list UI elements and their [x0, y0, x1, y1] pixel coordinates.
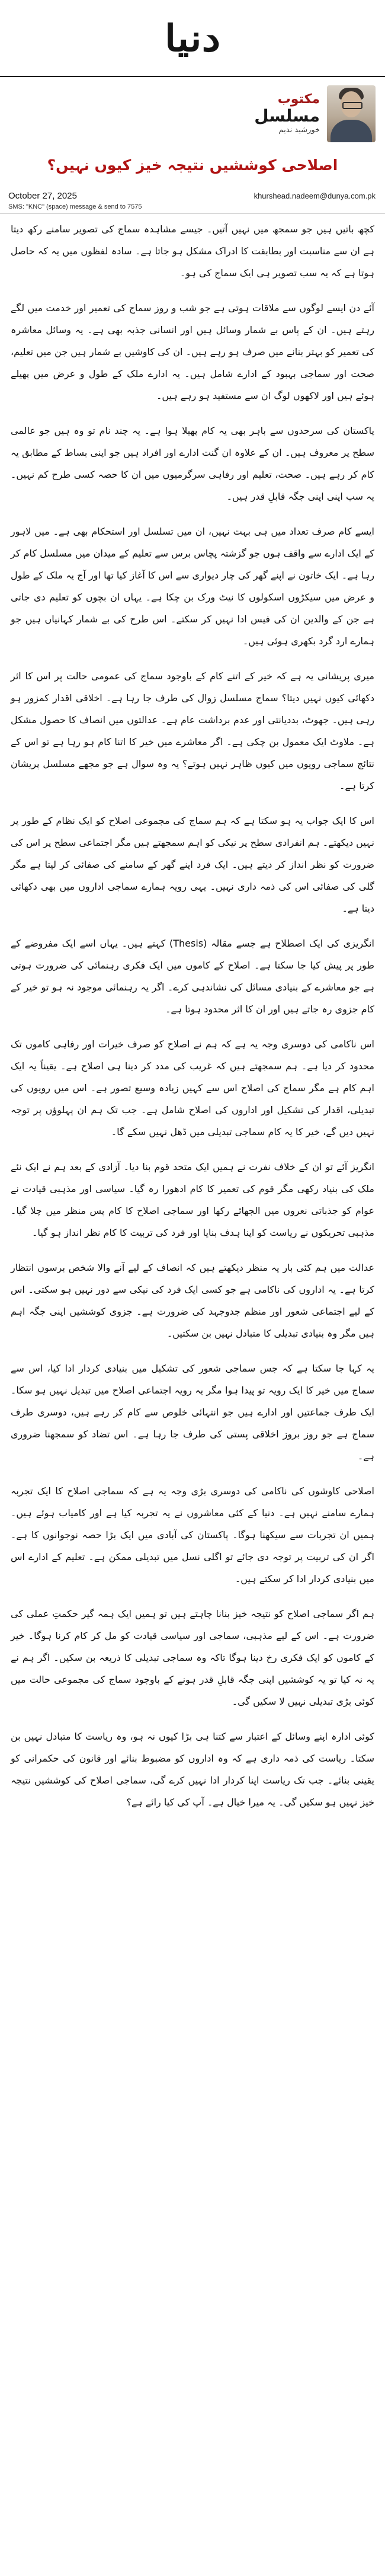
article-paragraph: عدالت میں ہم کئی بار یہ منظر دیکھتے ہیں کہ انصاف کے لیے آنے والا شخص برسوں انتظار کرتا ہے۔ یہ اداروں کی ناکامی ہے جو کسی ایک فرد کی نیکی سے دور نہیں ہو سکتی۔ اس کے لیے اجتماعی شعور اور منظم جدوجہد کی ضرورت ہے۔ جزوی کوششیں اپنی جگہ اہم ہیں مگر وہ بنیادی تبدیلی کا متبادل نہیں بن سکتیں۔	[11, 1262, 374, 1339]
article-paragraph: انگریز آئے تو ان کے خلاف نفرت نے ہمیں ایک متحد قوم بنا دیا۔ آزادی کے بعد ہم نے ایک نئے ملک کی بنیاد رکھی مگر قوم کی تعمیر کا کام ادھورا رہ گیا۔ سیاسی اور مذہبی قیادت نے عوام کو جذباتی نعروں میں الجھائے رکھا اور سماجی اصلاح کا کام پس منظر میں چلا گیا۔ مذہبی تحریکوں نے ریاست کو اپنا ہدف بنایا اور فرد کی تربیت کا کام نظر انداز ہو گیا۔	[11, 1161, 374, 1238]
publish-date: October 27, 2025	[8, 191, 77, 201]
article-paragraph: کوئی ادارہ اپنے وسائل کے اعتبار سے کتنا ہی بڑا کیوں نہ ہو، وہ ریاست کا متبادل نہیں بن سکتا۔ ریاست کی ذمہ داری ہے کہ وہ اداروں کو مضبوط بنائے اور قانون کی حکمرانی کو یقینی بنائے۔ جب تک ریاست اپنا کردار ادا نہیں کرے گی، سماجی اصلاح کی کوششیں نتیجہ خیز نہیں ہو سکیں گی۔ یہ میرا خیال ہے۔ آپ کی کیا رائے ہے؟	[11, 1731, 374, 1808]
column-brand	[254, 92, 320, 136]
column-header	[0, 77, 385, 214]
column-title: اصلاحی کوششیں نتیجہ خیز کیوں نہیں؟	[47, 156, 338, 174]
masthead	[0, 0, 385, 77]
article-paragraph: یہ کہا جا سکتا ہے کہ جس سماجی شعور کی تشکیل میں بنیادی کردار ادا کیا، اس سے سماج میں خیر کا ایک رویہ تو پیدا ہوا مگر یہ رویہ اجتماعی اصلاح میں تبدیل نہیں ہو سکا۔ ایک طرف جماعتیں اور ادارے ہیں جو انتہائی خلوص سے کام کر رہے ہیں، دوسری طرف سماج ہے جو روز بروز اخلاقی پستی کی طرف جا رہا ہے۔ اس تضاد کو سمجھنا ضروری ہے۔	[11, 1363, 374, 1462]
author-email: khurshead.nadeem@dunya.com.pk	[254, 191, 376, 200]
article-paragraph: کچھ باتیں ہیں جو سمجھ میں نہیں آتیں۔ جیسے مشاہدہ سماج کی تصویر سامنے رکھ دیتا ہے ان سے مناسبت اور بطابقت کا ادراک مشکل ہو جاتا ہے۔ سادہ لفظوں میں یہ کہ حاصل ہوتا ہے کہ یہ سب تصویر ہی ایک سماج کی ہو۔	[11, 223, 374, 279]
article-paragraph: ایسے کام صرف تعداد میں ہی بہت نہیں، ان میں تسلسل اور استحکام بھی ہے۔ میں لاہور کے ایک ادارے سے واقف ہوں جو گزشتہ پچاس برس سے تعلیم کے میدان میں مسلسل کام کر رہا ہے۔ ایک خاتون نے اپنے گھر کی چار دیواری سے اس کا آغاز کیا تھا اور آج یہ ملک کے طول و عرض میں سیکڑوں اسکولوں کا نیٹ ورک بن چکا ہے۔ یہاں ان بچوں کو تعلیم دی جاتی ہے جن کے والدین ان کی فیس ادا نہیں کر سکتے۔ اس طرح کی بے شمار کہانیاں ہیں جو ہمارے ارد گرد بکھری ہوئی ہیں۔	[11, 526, 374, 647]
article-paragraph: اس ناکامی کی دوسری وجہ یہ ہے کہ ہم نے اصلاح کو صرف خیرات اور رفاہی کاموں تک محدود کر دیا ہے۔ ہم سمجھتے ہیں کہ غریب کی مدد کر دینا ہی اصلاح ہے۔ یقیناً یہ ایک اہم کام ہے مگر سماج کی اصلاح اس سے کہیں زیادہ وسیع تصور ہے۔ اس میں رویوں کی تبدیلی، اقدار کی تشکیل اور اداروں کی اصلاح شامل ہے۔ جب تک ہم ان پہلوؤں پر توجہ نہیں دیں گے، خیر کا یہ کام سماجی تبدیلی میں ڈھل نہیں سکے گا۔	[11, 1038, 374, 1137]
brand-line-2: مسلسل	[254, 106, 320, 126]
newspaper-logo: دنیا	[164, 16, 221, 60]
article-paragraph: اس کا ایک جواب یہ ہو سکتا ہے کہ ہم سماج کی مجموعی اصلاح کو ایک نظام کے طور پر نہیں دیکھتے۔ ہم انفرادی سطح پر نیکی کو اہم سمجھتے ہیں مگر اجتماعی سطح پر اس کی ضرورت کو نظر انداز کر دیتے ہیں۔ ایک فرد اپنے گھر کے سامنے کی صفائی کر لیتا ہے مگر گلی کی صفائی اس کی ذمہ داری نہیں۔ یہی رویہ ہمارے سماجی اداروں میں بھی دکھائی دیتا ہے۔	[11, 815, 374, 914]
brand-line-1: مکتوب	[277, 92, 320, 107]
article-paragraph: اصلاحی کاوشوں کی ناکامی کی دوسری بڑی وجہ یہ ہے کہ سماجی اصلاح کا ایک تجربہ ہمارے سامنے نہیں ہے۔ دنیا کے کئی معاشروں نے یہ تجربہ کیا ہے اور کامیاب ہوئے ہیں۔ ہمیں ان تجربات سے سیکھنا ہوگا۔ پاکستان کی آبادی میں ایک بڑا حصہ نوجوانوں کا ہے۔ اگر ان کی تربیت پر توجہ دی جائے تو اگلی نسل میں تبدیلی ممکن ہے۔ تعلیم کے ادارے اس میں بنیادی کردار ادا کر سکتے ہیں۔	[11, 1485, 374, 1584]
article-paragraph: میری پریشانی یہ ہے کہ خیر کے اتنے کام کے باوجود سماج کی عمومی حالت پر اس کا اثر دکھائی کیوں نہیں دیتا؟ سماج مسلسل زوال کی طرف جا رہا ہے۔ اخلاقی اقدار کمزور ہو رہی ہیں۔ جھوٹ، بددیانتی اور عدم برداشت عام ہے۔ عدالتوں میں انصاف کا حصول مشکل ہے۔ ملاوٹ ایک معمول بن چکی ہے۔ اگر معاشرے میں خیر کا اتنا کام ہو رہا ہے تو اس کے نتائج سماجی رویوں میں کیوں ظاہر نہیں ہوتے؟ یہ وہ سوال ہے جو مجھے مسلسل پریشان کرتا ہے۔	[11, 670, 374, 791]
article-paragraph: ہم اگر سماجی اصلاح کو نتیجہ خیز بنانا چاہتے ہیں تو ہمیں ایک ہمہ گیر حکمتِ عملی کی ضرورت ہے۔ اس کے لیے مذہبی، سماجی اور سیاسی قیادت کو مل کر کام کرنا ہوگا۔ خیر کے کاموں کو ایک فکری رخ دینا ہوگا تاکہ وہ سماجی تبدیلی کا ذریعہ بن سکیں۔ اگر ہم نے یہ نہ کیا تو یہ کوششیں اپنی جگہ قابلِ قدر ہونے کے باوجود سماج کی مجموعی حالت میں کوئی بڑی تبدیلی نہیں لا سکیں گی۔	[11, 1608, 374, 1707]
article-body	[11, 218, 374, 1826]
author-box	[198, 85, 376, 142]
author-photo	[327, 85, 376, 142]
sms-instruction: SMS: "KNC" (space) message & send to 7575	[8, 203, 142, 210]
article-paragraph: انگریزی کی ایک اصطلاح ہے جسے مقالہ (Thesis) کہتے ہیں۔ یہاں اسے ایک مفروضے کے طور پر پیش کیا جا سکتا ہے۔ اصلاح کے کاموں میں ایک فکری رہنمائی کی ضرورت ہوتی ہے جو معاشرے کے بنیادی مسائل کی نشاندہی کرے۔ اگر یہ رہنمائی موجود نہ ہو تو خیر کے کام جزوی رہ جاتے ہیں اور ان کا اثر محدود ہوتا ہے۔	[11, 938, 374, 1015]
article-paragraph: پاکستان کی سرحدوں سے باہر بھی یہ کام پھیلا ہوا ہے۔ یہ چند نام تو وہ ہیں جو عالمی سطح پر معروف ہیں۔ ان کے علاوہ ان گنت ادارے اور افراد ہیں جو اپنی بساط کے مطابق یہ کام کر رہے ہیں۔ صحت، تعلیم اور رفاہی سرگرمیوں میں ان کا حصہ کسی طرح کم نہیں۔ یہ سب اپنی اپنی جگہ قابلِ قدر ہیں۔	[11, 425, 374, 502]
author-name: خورشید ندیم	[278, 126, 320, 135]
article-paragraph: آئے دن ایسے لوگوں سے ملاقات ہوتی ہے جو شب و روز سماج کی تعمیر اور خدمت میں لگے رہتے ہیں۔ ان کے پاس بے شمار وسائل ہیں اور انسانی جذبہ بھی ہے۔ یہ وسائل معاشرہ کی تعمیر کو بہتر بنانے میں صرف ہو رہے ہیں۔ ان کی کاوشیں بے شمار ہیں جن میں تعلیم، صحت اور سماجی بہبود کے ادارے شامل ہیں۔ یہ ادارے ملک کے طول و عرض میں پھیلے ہوئے ہیں اور لاکھوں لوگ ان سے مستفید ہو رہے ہیں۔	[11, 302, 375, 401]
